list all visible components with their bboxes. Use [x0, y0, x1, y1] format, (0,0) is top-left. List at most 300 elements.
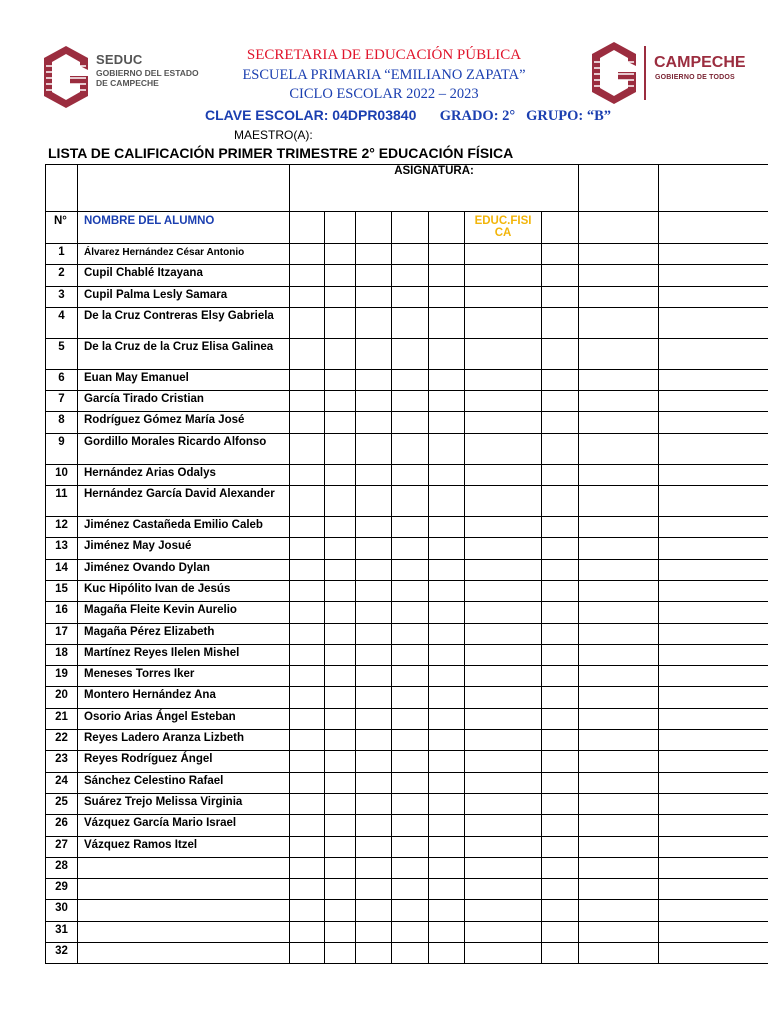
- grade-cell[interactable]: [579, 559, 659, 580]
- grade-cell[interactable]: [325, 244, 356, 265]
- grade-cell[interactable]: [290, 815, 325, 836]
- grade-cell[interactable]: [356, 538, 392, 559]
- grade-cell[interactable]: [542, 602, 579, 623]
- grade-cell[interactable]: [290, 730, 325, 751]
- grade-cell[interactable]: [429, 921, 465, 942]
- grade-cell[interactable]: [429, 307, 465, 338]
- grade-cell[interactable]: [659, 708, 768, 729]
- grade-cell[interactable]: [392, 265, 429, 286]
- grade-cell[interactable]: [356, 391, 392, 412]
- grade-cell[interactable]: [579, 730, 659, 751]
- grade-cell[interactable]: [356, 433, 392, 464]
- grade-cell[interactable]: [659, 687, 768, 708]
- grade-cell[interactable]: [465, 879, 542, 900]
- grade-cell[interactable]: [392, 857, 429, 878]
- grade-cell[interactable]: [392, 244, 429, 265]
- grade-cell[interactable]: [465, 338, 542, 369]
- grade-cell[interactable]: [579, 815, 659, 836]
- grade-cell[interactable]: [429, 815, 465, 836]
- grade-cell[interactable]: [542, 921, 579, 942]
- grade-cell[interactable]: [290, 286, 325, 307]
- grade-cell[interactable]: [325, 921, 356, 942]
- grade-cell[interactable]: [659, 369, 768, 390]
- grade-cell[interactable]: [356, 666, 392, 687]
- grade-cell[interactable]: [325, 464, 356, 485]
- grade-cell[interactable]: [356, 751, 392, 772]
- grade-cell[interactable]: [290, 644, 325, 665]
- grade-cell[interactable]: [356, 879, 392, 900]
- grade-cell[interactable]: [325, 517, 356, 538]
- grade-cell[interactable]: [392, 623, 429, 644]
- grade-cell[interactable]: [659, 286, 768, 307]
- grade-cell[interactable]: [290, 464, 325, 485]
- grade-cell[interactable]: [290, 666, 325, 687]
- grade-cell[interactable]: [290, 921, 325, 942]
- grade-cell[interactable]: [392, 286, 429, 307]
- grade-cell[interactable]: [542, 730, 579, 751]
- grade-cell[interactable]: [542, 433, 579, 464]
- grade-cell[interactable]: [392, 486, 429, 517]
- grade-cell[interactable]: [659, 265, 768, 286]
- grade-cell[interactable]: [356, 559, 392, 580]
- grade-cell[interactable]: [579, 286, 659, 307]
- grade-cell[interactable]: [392, 602, 429, 623]
- grade-cell[interactable]: [429, 623, 465, 644]
- grade-cell[interactable]: [579, 623, 659, 644]
- table-row: [46, 666, 768, 687]
- grade-cell[interactable]: [290, 751, 325, 772]
- grade-cell[interactable]: [325, 602, 356, 623]
- grade-cell[interactable]: [429, 338, 465, 369]
- grade-cell[interactable]: [429, 559, 465, 580]
- grade-cell[interactable]: [325, 687, 356, 708]
- grade-cell[interactable]: [429, 772, 465, 793]
- student-name: Magaña Fleite Kevin Aurelio: [78, 602, 290, 623]
- grade-cell[interactable]: [579, 751, 659, 772]
- grade-cell[interactable]: [542, 687, 579, 708]
- grade-cell[interactable]: [429, 517, 465, 538]
- grade-cell[interactable]: [325, 879, 356, 900]
- table-row: [46, 559, 768, 580]
- grade-cell[interactable]: [392, 879, 429, 900]
- grade-cell[interactable]: [392, 391, 429, 412]
- grade-cell[interactable]: [579, 900, 659, 921]
- grade-cell[interactable]: [392, 921, 429, 942]
- grade-cell[interactable]: [325, 412, 356, 433]
- grade-cell[interactable]: [356, 623, 392, 644]
- grade-cell[interactable]: [579, 517, 659, 538]
- grade-cell[interactable]: [290, 265, 325, 286]
- grade-cell[interactable]: [465, 708, 542, 729]
- grade-cell[interactable]: [429, 391, 465, 412]
- grade-cell[interactable]: [356, 644, 392, 665]
- grade-cell[interactable]: [659, 623, 768, 644]
- grade-cell[interactable]: [356, 265, 392, 286]
- grade-cell[interactable]: [542, 286, 579, 307]
- grade-cell[interactable]: [579, 644, 659, 665]
- grade-cell[interactable]: [356, 412, 392, 433]
- grade-cell[interactable]: [465, 602, 542, 623]
- grade-cell[interactable]: [659, 486, 768, 517]
- grade-cell[interactable]: [542, 772, 579, 793]
- grade-cell[interactable]: [325, 369, 356, 390]
- grade-cell[interactable]: [579, 307, 659, 338]
- grade-cell[interactable]: [392, 751, 429, 772]
- grade-cell[interactable]: [579, 580, 659, 601]
- grade-cell[interactable]: [659, 943, 768, 964]
- grade-cell[interactable]: [356, 708, 392, 729]
- grade-cell[interactable]: [542, 751, 579, 772]
- student-name: Osorio Arias Ángel Esteban: [78, 708, 290, 729]
- grade-cell[interactable]: [542, 538, 579, 559]
- grade-cell[interactable]: [392, 307, 429, 338]
- grade-cell[interactable]: [356, 943, 392, 964]
- grade-cell[interactable]: [356, 286, 392, 307]
- grade-cell[interactable]: [659, 921, 768, 942]
- grade-cell[interactable]: [325, 815, 356, 836]
- grade-cell[interactable]: [659, 559, 768, 580]
- grade-cell[interactable]: [356, 793, 392, 814]
- grade-cell[interactable]: [429, 464, 465, 485]
- grade-cell[interactable]: [392, 730, 429, 751]
- grade-cell[interactable]: [325, 486, 356, 517]
- grade-cell[interactable]: [542, 307, 579, 338]
- grade-cell[interactable]: [356, 517, 392, 538]
- student-name: [78, 900, 290, 921]
- grade-cell[interactable]: [659, 772, 768, 793]
- grade-cell[interactable]: [465, 517, 542, 538]
- grade-cell[interactable]: [465, 815, 542, 836]
- grade-cell[interactable]: [429, 433, 465, 464]
- grade-cell[interactable]: [659, 836, 768, 857]
- grade-cell[interactable]: [325, 580, 356, 601]
- grade-cell[interactable]: [392, 943, 429, 964]
- grade-cell[interactable]: [542, 815, 579, 836]
- grade-cell[interactable]: [392, 644, 429, 665]
- grade-cell[interactable]: [579, 538, 659, 559]
- grade-cell[interactable]: [356, 338, 392, 369]
- grade-cell[interactable]: [465, 580, 542, 601]
- grade-cell[interactable]: [429, 244, 465, 265]
- grade-cell[interactable]: [290, 369, 325, 390]
- grade-cell[interactable]: [290, 538, 325, 559]
- grade-cell[interactable]: [429, 857, 465, 878]
- grade-cell[interactable]: [392, 708, 429, 729]
- grade-cell[interactable]: [356, 815, 392, 836]
- grade-cell[interactable]: [579, 244, 659, 265]
- grade-cell[interactable]: [325, 730, 356, 751]
- grade-cell[interactable]: [429, 369, 465, 390]
- grade-cell[interactable]: [659, 391, 768, 412]
- grade-cell[interactable]: [465, 369, 542, 390]
- grade-cell[interactable]: [542, 486, 579, 517]
- grade-cell[interactable]: [465, 412, 542, 433]
- grade-cell[interactable]: [659, 666, 768, 687]
- grade-cell[interactable]: [659, 602, 768, 623]
- grade-cell[interactable]: [325, 666, 356, 687]
- grade-cell[interactable]: [429, 879, 465, 900]
- grade-cell[interactable]: [325, 793, 356, 814]
- grade-cell[interactable]: [325, 772, 356, 793]
- grade-cell[interactable]: [465, 793, 542, 814]
- grade-cell[interactable]: [290, 602, 325, 623]
- grade-cell[interactable]: [356, 307, 392, 338]
- grade-cell[interactable]: [325, 559, 356, 580]
- grade-cell[interactable]: [325, 708, 356, 729]
- grade-cell[interactable]: [542, 464, 579, 485]
- grade-cell[interactable]: [290, 307, 325, 338]
- grade-cell[interactable]: [542, 836, 579, 857]
- grade-cell[interactable]: [392, 687, 429, 708]
- grade-cell[interactable]: [579, 687, 659, 708]
- grade-cell[interactable]: [465, 644, 542, 665]
- grade-cell[interactable]: [325, 900, 356, 921]
- grade-cell[interactable]: [290, 580, 325, 601]
- grade-cell[interactable]: [579, 391, 659, 412]
- grade-cell[interactable]: [290, 244, 325, 265]
- grade-cell[interactable]: [659, 751, 768, 772]
- grade-cell[interactable]: [465, 751, 542, 772]
- grade-cell[interactable]: [465, 687, 542, 708]
- grade-cell[interactable]: [465, 286, 542, 307]
- grade-cell[interactable]: [465, 921, 542, 942]
- grade-cell[interactable]: [290, 900, 325, 921]
- grade-cell[interactable]: [465, 307, 542, 338]
- grade-cell[interactable]: [659, 900, 768, 921]
- grade-cell[interactable]: [542, 369, 579, 390]
- grade-cell[interactable]: [429, 751, 465, 772]
- grade-cell[interactable]: [659, 464, 768, 485]
- grade-cell[interactable]: [659, 433, 768, 464]
- grade-cell[interactable]: [659, 815, 768, 836]
- grade-cell[interactable]: [579, 433, 659, 464]
- grade-cell[interactable]: [465, 244, 542, 265]
- grade-cell[interactable]: [429, 412, 465, 433]
- grade-cell[interactable]: [465, 623, 542, 644]
- grade-cell[interactable]: [290, 687, 325, 708]
- grade-cell[interactable]: [659, 538, 768, 559]
- grade-cell[interactable]: [290, 486, 325, 517]
- grade-cell[interactable]: [429, 286, 465, 307]
- grade-cell[interactable]: [465, 265, 542, 286]
- grade-cell[interactable]: [325, 538, 356, 559]
- grade-cell[interactable]: [542, 666, 579, 687]
- grade-cell[interactable]: [325, 286, 356, 307]
- grade-cell[interactable]: [325, 391, 356, 412]
- grade-cell[interactable]: [579, 338, 659, 369]
- grade-cell[interactable]: [465, 433, 542, 464]
- grade-cell[interactable]: [429, 836, 465, 857]
- grade-cell[interactable]: [579, 943, 659, 964]
- grade-cell[interactable]: [392, 900, 429, 921]
- grade-cell[interactable]: [325, 857, 356, 878]
- grade-cell[interactable]: [659, 580, 768, 601]
- grade-cell[interactable]: [465, 943, 542, 964]
- grade-cell[interactable]: [429, 943, 465, 964]
- grade-cell[interactable]: [465, 772, 542, 793]
- grade-cell[interactable]: [429, 602, 465, 623]
- grade-cell[interactable]: [465, 486, 542, 517]
- grade-cell[interactable]: [429, 666, 465, 687]
- grade-cell[interactable]: [659, 793, 768, 814]
- grade-cell[interactable]: [579, 708, 659, 729]
- grade-cell[interactable]: [429, 687, 465, 708]
- grade-cell[interactable]: [356, 772, 392, 793]
- grade-cell[interactable]: [290, 836, 325, 857]
- grade-cell[interactable]: [290, 772, 325, 793]
- grade-cell[interactable]: [659, 338, 768, 369]
- grade-cell[interactable]: [542, 623, 579, 644]
- grade-cell[interactable]: [290, 708, 325, 729]
- grade-cell[interactable]: [392, 538, 429, 559]
- grade-cell[interactable]: [356, 921, 392, 942]
- grade-cell[interactable]: [290, 338, 325, 369]
- grade-cell[interactable]: [392, 517, 429, 538]
- grade-cell[interactable]: [659, 879, 768, 900]
- grade-cell[interactable]: [429, 708, 465, 729]
- grade-cell[interactable]: [429, 793, 465, 814]
- grade-cell[interactable]: [392, 338, 429, 369]
- grade-cell[interactable]: [392, 793, 429, 814]
- grade-cell[interactable]: [290, 879, 325, 900]
- grade-cell[interactable]: [579, 602, 659, 623]
- grade-cell[interactable]: [659, 307, 768, 338]
- grade-cell[interactable]: [356, 687, 392, 708]
- grade-cell[interactable]: [542, 265, 579, 286]
- grade-cell[interactable]: [429, 538, 465, 559]
- grade-cell[interactable]: [356, 900, 392, 921]
- grade-cell[interactable]: [542, 391, 579, 412]
- grade-cell[interactable]: [356, 464, 392, 485]
- grade-cell[interactable]: [542, 793, 579, 814]
- grade-cell[interactable]: [356, 580, 392, 601]
- grade-cell[interactable]: [356, 602, 392, 623]
- grade-cell[interactable]: [659, 517, 768, 538]
- table-row: [46, 879, 768, 900]
- grade-cell[interactable]: [542, 412, 579, 433]
- grade-cell[interactable]: [356, 730, 392, 751]
- grade-cell[interactable]: [465, 900, 542, 921]
- grade-cell[interactable]: [392, 433, 429, 464]
- grade-cell[interactable]: [356, 857, 392, 878]
- grade-cell[interactable]: [325, 307, 356, 338]
- grade-cell[interactable]: [356, 836, 392, 857]
- grade-cell[interactable]: [465, 391, 542, 412]
- grade-cell[interactable]: [542, 644, 579, 665]
- student-number: 32: [46, 943, 78, 964]
- grade-cell[interactable]: [465, 464, 542, 485]
- grade-cell[interactable]: [579, 486, 659, 517]
- grade-cell[interactable]: [542, 338, 579, 369]
- grade-cell[interactable]: [465, 559, 542, 580]
- grade-cell[interactable]: [290, 433, 325, 464]
- grade-cell[interactable]: [325, 265, 356, 286]
- grade-cell[interactable]: [429, 900, 465, 921]
- grade-cell[interactable]: [465, 538, 542, 559]
- grade-cell[interactable]: [392, 666, 429, 687]
- table-row: [46, 286, 768, 307]
- grade-cell[interactable]: [542, 900, 579, 921]
- grade-cell[interactable]: [325, 751, 356, 772]
- grade-cell[interactable]: [392, 464, 429, 485]
- grade-cell[interactable]: [356, 486, 392, 517]
- grade-cell[interactable]: [579, 793, 659, 814]
- grade-cell[interactable]: [659, 644, 768, 665]
- grade-cell[interactable]: [542, 580, 579, 601]
- grade-cell[interactable]: [579, 666, 659, 687]
- grade-cell[interactable]: [392, 815, 429, 836]
- grade-cell[interactable]: [356, 244, 392, 265]
- grade-cell[interactable]: [429, 265, 465, 286]
- grade-cell[interactable]: [429, 644, 465, 665]
- grade-cell[interactable]: [465, 836, 542, 857]
- grade-cell[interactable]: [325, 338, 356, 369]
- grade-cell[interactable]: [579, 857, 659, 878]
- grade-cell[interactable]: [392, 412, 429, 433]
- grade-cell[interactable]: [356, 369, 392, 390]
- grade-cell[interactable]: [542, 708, 579, 729]
- grade-cell[interactable]: [579, 369, 659, 390]
- student-number: 28: [46, 857, 78, 878]
- grade-cell[interactable]: [392, 559, 429, 580]
- grade-cell[interactable]: [579, 772, 659, 793]
- grade-cell[interactable]: [290, 391, 325, 412]
- student-number: 15: [46, 580, 78, 601]
- grade-cell[interactable]: [325, 644, 356, 665]
- grade-cell[interactable]: [465, 730, 542, 751]
- grade-cell[interactable]: [290, 793, 325, 814]
- grade-cell[interactable]: [325, 623, 356, 644]
- grade-cell[interactable]: [659, 244, 768, 265]
- grade-cell[interactable]: [542, 559, 579, 580]
- grade-cell[interactable]: [659, 730, 768, 751]
- grade-cell[interactable]: [325, 943, 356, 964]
- grade-cell[interactable]: [392, 772, 429, 793]
- grade-cell[interactable]: [392, 369, 429, 390]
- grade-cell[interactable]: [579, 836, 659, 857]
- grade-cell[interactable]: [325, 836, 356, 857]
- grade-cell[interactable]: [579, 464, 659, 485]
- grade-cell[interactable]: [659, 412, 768, 433]
- grade-cell[interactable]: [542, 943, 579, 964]
- grade-cell[interactable]: [290, 943, 325, 964]
- grade-cell[interactable]: [290, 559, 325, 580]
- grade-cell[interactable]: [542, 879, 579, 900]
- grade-cell[interactable]: [290, 517, 325, 538]
- grade-cell[interactable]: [542, 517, 579, 538]
- grade-cell[interactable]: [542, 857, 579, 878]
- grade-cell[interactable]: [290, 412, 325, 433]
- grades-table: [45, 164, 768, 964]
- grade-cell[interactable]: [290, 857, 325, 878]
- grade-cell[interactable]: [579, 412, 659, 433]
- grade-cell[interactable]: [579, 921, 659, 942]
- grade-cell[interactable]: [465, 857, 542, 878]
- grade-cell[interactable]: [579, 879, 659, 900]
- grade-cell[interactable]: [579, 265, 659, 286]
- grade-cell[interactable]: [542, 244, 579, 265]
- grade-cell[interactable]: [429, 730, 465, 751]
- grade-cell[interactable]: [290, 623, 325, 644]
- grade-cell[interactable]: [659, 857, 768, 878]
- grade-cell[interactable]: [392, 580, 429, 601]
- grade-cell[interactable]: [325, 433, 356, 464]
- grade-cell[interactable]: [392, 836, 429, 857]
- student-name: Jiménez Castañeda Emilio Caleb: [78, 517, 290, 538]
- grade-cell[interactable]: [429, 580, 465, 601]
- grade-cell[interactable]: [465, 666, 542, 687]
- grade-cell[interactable]: [429, 486, 465, 517]
